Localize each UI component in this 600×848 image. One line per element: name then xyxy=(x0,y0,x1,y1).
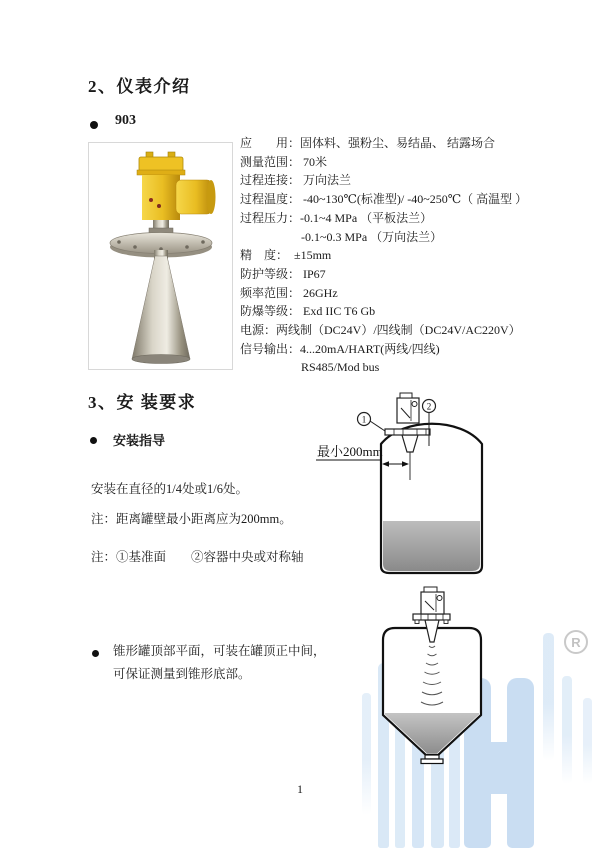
section2-title: 2、仪表介绍 xyxy=(88,77,191,96)
tank-fill-level xyxy=(383,521,480,571)
spec-list xyxy=(240,134,588,377)
watermark-h-right xyxy=(507,678,534,848)
spec-line: -0.1~0.3 MPa （万向法兰） xyxy=(301,229,443,244)
silo-fill-level xyxy=(385,713,479,754)
radar-level-meter-image xyxy=(89,143,232,369)
callout1-number: 1 xyxy=(361,414,367,425)
watermark-drop xyxy=(543,633,554,761)
sensor-flange xyxy=(413,614,450,620)
product-name: 903 xyxy=(115,113,136,128)
registered-trademark-icon: R xyxy=(564,630,588,654)
page-number: 1 xyxy=(297,782,303,796)
tank-diagram-cone xyxy=(365,583,505,783)
outlet-flange xyxy=(421,755,443,764)
bullet-dot xyxy=(90,121,98,129)
spec-line: 信号输出：4...20mA/HART(两线/四线) xyxy=(240,341,440,356)
spec-line: 频率范围： 26GHz xyxy=(240,285,338,300)
sensor-housing xyxy=(397,393,419,423)
install-note2: 注：①基准面 ②容器中央或对称轴 xyxy=(91,550,304,564)
spec-line: 应 用：固体料、强粉尘、易结晶、 结露场合 xyxy=(240,136,496,150)
section3-title: 3、安 装要求 xyxy=(88,393,197,412)
cone-note-line2: 可保证测量到锥形底部。 xyxy=(113,667,251,681)
bullet-dot xyxy=(92,650,99,657)
callout1-leader xyxy=(370,421,385,431)
product-photo xyxy=(88,142,233,370)
sensor-housing xyxy=(421,587,444,614)
spec-line: 电源：两线制（DC24V）/四线制（DC24V/AC220V） xyxy=(240,323,521,338)
spec-line: 过程压力：-0.1~4 MPa （平板法兰） xyxy=(240,210,433,225)
install-guide-heading: 安装指导 xyxy=(113,433,166,448)
watermark-drop xyxy=(562,676,572,784)
spec-line: 精 度： ±15mm xyxy=(240,248,332,263)
sensor-flange xyxy=(385,429,430,435)
tank-diagram-dome xyxy=(298,390,498,585)
callout2-number: 2 xyxy=(426,401,432,412)
spec-line: 防护等级： IP67 xyxy=(240,266,326,281)
install-para1: 安装在直径的1/4处或1/6处。 xyxy=(91,482,248,496)
watermark-drop xyxy=(583,698,592,784)
spec-line: 过程连接： 万向法兰 xyxy=(240,173,352,188)
spec-line: 防爆等级： Exd IIC T6 Gb xyxy=(240,304,376,319)
spec-line: 过程温度： -40~130℃(标准型)/ -40~250℃（ 高温型 ） xyxy=(240,192,528,207)
install-note1: 注：距离罐壁最小距离应为200mm。 xyxy=(91,512,292,526)
spec-line: RS485/Mod bus xyxy=(301,360,380,375)
bullet-dot xyxy=(90,437,97,444)
spec-line: 测量范围： 70米 xyxy=(240,154,328,169)
min-distance-label: 最小200mm xyxy=(317,444,383,459)
cone-note-line1: 锥形罐顶部平面，可装在罐顶正中间， xyxy=(113,644,326,658)
